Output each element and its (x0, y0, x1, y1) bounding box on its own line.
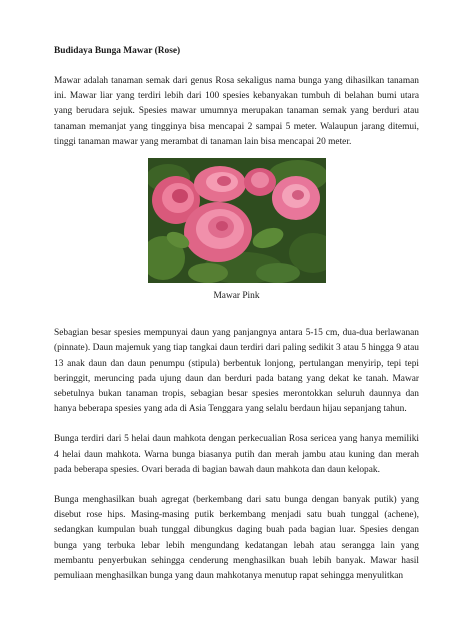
paragraph-leaves: Sebagian besar spesies mempunyai daun yang panjangnya antara 5-15 cm, dua-dua berlawanan (pinnate). Daun majemuk yang tiap tangkai daun terdiri dari paling sedikit 3 atau 5 hingga 9 atau 13 anak daun dan daun penumpu (stipula) berbentuk lonjong, pertulangan menyirip, tepi tepi beringgit, meruncing pada ujung daun dan berduri pada batang yang dekat ke tanah. Mawar sebetulnya bukan tanaman tropis, sebagian besar spesies merontokkan seluruh daunnya dan hanya beberapa spesies yang ada di Asia Tenggara yang selalu berdaun hijau sepanjang tahun. (54, 328, 419, 415)
pink-rose-photo (148, 158, 326, 283)
paragraph-intro: Mawar adalah tanaman semak dari genus Rosa sekaligus nama bunga yang dihasilkan tanaman ini. Mawar liar yang terdiri lebih dari 100 spesies kebanyakan tumbuh di belahan bumi utara yang berudara sejuk. Spesies mawar umumnya merupakan tanaman semak yang berduri atau tanaman memanjat yang tingginya bisa mencapai 2 sampai 5 meter. Walaupun jarang ditemui, tinggi tanaman mawar yang merambat di tanaman lain bisa mencapai 20 meter. (54, 76, 419, 147)
paragraph-fruit: Bunga menghasilkan buah agregat (berkembang dari satu bunga dengan banyak putik) yang disebut rose hips. Masing-masing putik berkembang menjadi satu buah tunggal (achene), sedangkan kumpulan buah tunggal dibungkus daging buah pada bagian luar. Spesies dengan bunga yang terbuka lebar lebih mengundang kedatangan lebah atau serangga lain yang membantu penyerbukan sehingga cenderung menghasilkan buah lebih banyak. Mawar hasil pemuliaan menghasilkan bunga yang daun mahkotanya menutup rapat sehingga menyulitkan (54, 495, 419, 582)
figure-caption: Mawar Pink (213, 291, 260, 302)
paragraph-flower: Bunga terdiri dari 5 helai daun mahkota dengan perkecualian Rosa sericea yang hanya memiliki 4 helai daun mahkota. Warna bunga biasanya putih dan merah jambu atau kuning dan merah pada beberapa spesies. Ovari berada di bagian bawah daun mahkota dan daun kelopak. (54, 434, 419, 475)
document-body (54, 44, 419, 599)
figure (54, 158, 419, 304)
document-title: Budidaya Bunga Mawar (Rose) (54, 46, 181, 56)
